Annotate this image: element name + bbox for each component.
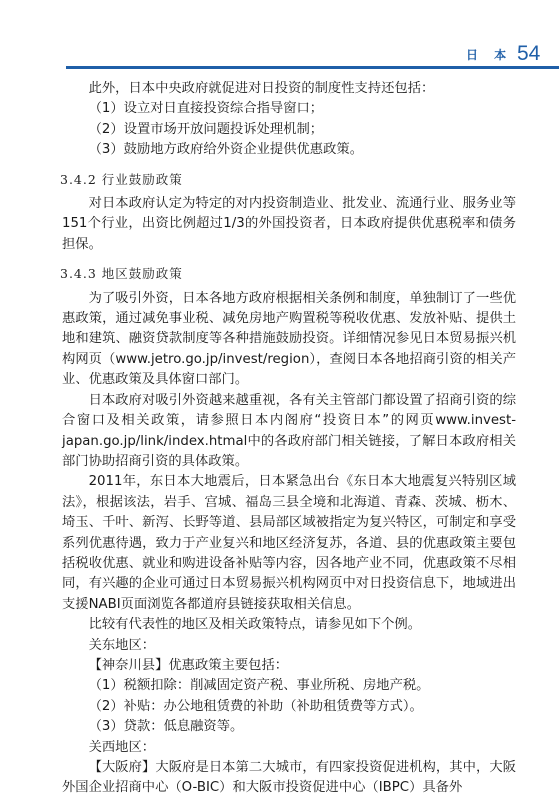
kanagawa-item: （3）贷款：低息融资等。	[88, 719, 244, 735]
kanagawa-item: （1）税额扣除：削减固定资产税、事业所税、房地产税。	[88, 678, 430, 694]
kanto-label: 关东地区：	[88, 637, 156, 653]
page-body	[62, 79, 516, 799]
intro-paragraph: 此外，日本中央政府就促进对日投资的制度性支持还包括：	[88, 81, 435, 96]
kanagawa-item: （2）补贴：办公地租赁费的补助（补助租赁费等方式）。	[88, 698, 423, 714]
osaka-paragraph: 【大阪府】大阪府是日本第二大城市，有四家投资促进机构，其中，大阪外国企业招商中心（O-BIC）和大阪市投资促进中心（IBPC）具备外	[62, 760, 516, 796]
kanagawa-heading: 【神奈川县】优惠政策主要包括：	[88, 657, 289, 673]
section-3-4-3-paragraph: 为了吸引外资，日本各地方政府根据相关条例和制度，单独制订了一些优惠政策，通过减免事业税、减免房地产购置税等税收优惠、发放补贴、提供土地和建筑、融资贷款制度等各种措施鼓励投资。详细情况参见日本贸易振兴机构网页（www.jetro.go.jp/invest/region），查阅日本各地招商引资的相关产业、优惠政策及具体窗口部门。	[62, 290, 516, 388]
intro-item: （1）设立对日直接投资综合指导窗口；	[88, 101, 324, 117]
section-3-4-3-paragraph: 2011年，东日本大地震后，日本紧急出台《东日本大地震复兴特别区域法》，根据该法，岩手、宫城、福岛三县全境和北海道、青森、茨城、枥木、埼玉、千叶、新泻、长野等道、县局部区域被指定为复兴特区，可制定和享受系列优惠待遇，致力于产业复兴和地区经济复苏，各道、县的优惠政策主要包括税收优惠、就业和购进设备补贴等内容，因各地产业不同，优惠政策不尽相同，有兴趣的企业可通过日本贸易振兴机构网页中对日投资信息下，地域进出支援NABI页面浏览各都道府县链接获取相关信息。	[62, 474, 516, 612]
header-rule	[66, 66, 559, 69]
section-heading-3-4-3: 3.4.3 地区鼓励政策	[60, 266, 183, 282]
section-3-4-3-paragraph: 比较有代表性的地区及相关政策特点，请参见如下个例。	[88, 617, 422, 633]
page-number: 54	[517, 42, 541, 65]
section-3-4-2-paragraph: 对日本政府认定为特定的对内投资制造业、批发业、流通行业、服务业等151个行业，出资比例超过1/3的外国投资者，日本政府提供优惠税率和债务担保。	[62, 196, 516, 252]
intro-item: （3）鼓励地方政府给外资企业提供优惠政策。	[88, 142, 363, 158]
section-3-4-3-paragraph: 日本政府对吸引外资越来越重视，各有关主管部门都设置了招商引资的综合窗口及相关政策，请参照日本内阁府“投资日本”的网页www.invest-japan.go.jp/link/index.htmal中的各政府部门相关链接，了解日本政府相关部门协助招商引资的具体政策。	[62, 392, 516, 469]
intro-item: （2）设置市场开放问题投诉处理机制；	[88, 121, 324, 137]
header-country: 日 本	[466, 48, 513, 62]
kansai-label: 关西地区：	[88, 739, 156, 755]
section-heading-3-4-2: 3.4.2 行业鼓励政策	[60, 171, 183, 187]
